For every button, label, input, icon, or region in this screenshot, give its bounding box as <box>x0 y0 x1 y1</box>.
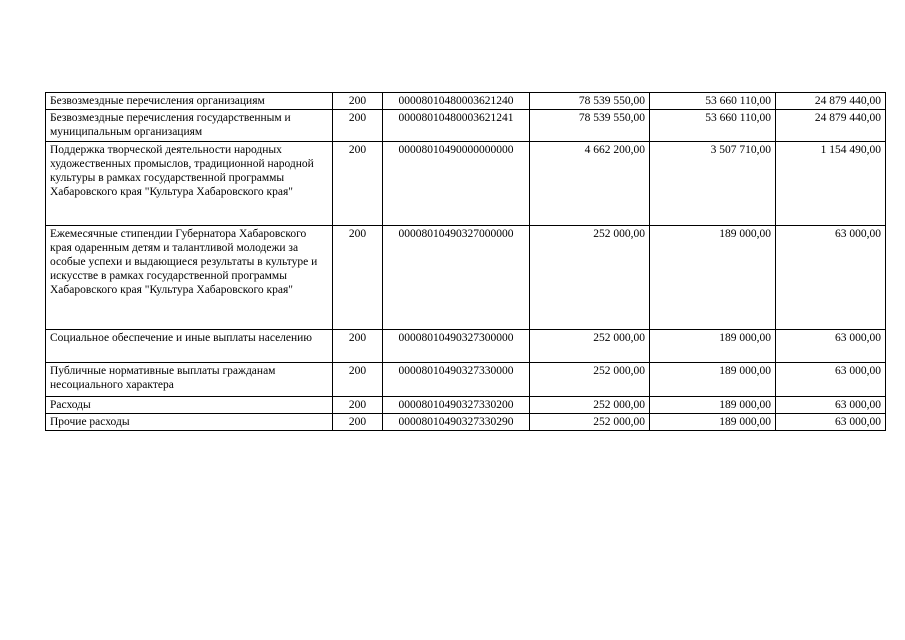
row-value-1: 252 000,00 <box>530 414 650 431</box>
table-row <box>46 226 886 330</box>
row-kbk: 00008010490327330000 <box>383 363 530 397</box>
table-row <box>46 142 886 226</box>
row-value-1: 78 539 550,00 <box>530 93 650 110</box>
row-value-3: 1 154 490,00 <box>776 142 886 226</box>
table-row <box>46 414 886 431</box>
table-row <box>46 110 886 142</box>
table-row <box>46 397 886 414</box>
row-value-3: 63 000,00 <box>776 414 886 431</box>
row-code: 200 <box>333 142 383 226</box>
row-value-2: 189 000,00 <box>650 397 776 414</box>
row-name: Расходы <box>46 397 333 414</box>
row-name: Ежемесячные стипендии Губернатора Хабаровского края одаренным детям и талантливой молодежи за особые успехи и выдающиеся результаты в культуре и искусстве в рамках государственной программы Хабаровского края "Культура Хабаровского края" <box>46 226 333 330</box>
table-row <box>46 93 886 110</box>
row-name: Социальное обеспечение и иные выплаты населению <box>46 330 333 363</box>
row-kbk: 00008010490327330290 <box>383 414 530 431</box>
row-kbk: 00008010480003621241 <box>383 110 530 142</box>
row-kbk: 00008010490000000000 <box>383 142 530 226</box>
row-name: Прочие расходы <box>46 414 333 431</box>
row-name: Безвозмездные перечисления организациям <box>46 93 333 110</box>
row-code: 200 <box>333 110 383 142</box>
row-name: Безвозмездные перечисления государственным и муниципальным организациям <box>46 110 333 142</box>
row-code: 200 <box>333 93 383 110</box>
row-value-1: 4 662 200,00 <box>530 142 650 226</box>
row-name: Публичные нормативные выплаты гражданам несоциального характера <box>46 363 333 397</box>
table-row <box>46 363 886 397</box>
row-value-1: 252 000,00 <box>530 363 650 397</box>
row-value-3: 24 879 440,00 <box>776 110 886 142</box>
row-code: 200 <box>333 397 383 414</box>
row-value-2: 189 000,00 <box>650 330 776 363</box>
row-kbk: 00008010490327300000 <box>383 330 530 363</box>
row-code: 200 <box>333 414 383 431</box>
row-value-2: 189 000,00 <box>650 226 776 330</box>
row-value-2: 3 507 710,00 <box>650 142 776 226</box>
row-value-3: 63 000,00 <box>776 226 886 330</box>
row-code: 200 <box>333 226 383 330</box>
row-value-2: 53 660 110,00 <box>650 110 776 142</box>
row-value-2: 189 000,00 <box>650 414 776 431</box>
row-value-1: 252 000,00 <box>530 330 650 363</box>
row-value-3: 63 000,00 <box>776 363 886 397</box>
row-kbk: 00008010490327330200 <box>383 397 530 414</box>
table-row <box>46 330 886 363</box>
row-value-3: 63 000,00 <box>776 330 886 363</box>
budget-table <box>45 92 886 431</box>
row-value-1: 252 000,00 <box>530 397 650 414</box>
row-code: 200 <box>333 363 383 397</box>
row-name: Поддержка творческой деятельности народных художественных промыслов, традиционной народной культуры в рамках государственной программы Хабаровского края "Культура Хабаровского края" <box>46 142 333 226</box>
row-value-1: 78 539 550,00 <box>530 110 650 142</box>
row-value-3: 63 000,00 <box>776 397 886 414</box>
row-code: 200 <box>333 330 383 363</box>
row-kbk: 00008010480003621240 <box>383 93 530 110</box>
row-value-2: 189 000,00 <box>650 363 776 397</box>
row-value-1: 252 000,00 <box>530 226 650 330</box>
row-value-2: 53 660 110,00 <box>650 93 776 110</box>
row-value-3: 24 879 440,00 <box>776 93 886 110</box>
row-kbk: 00008010490327000000 <box>383 226 530 330</box>
